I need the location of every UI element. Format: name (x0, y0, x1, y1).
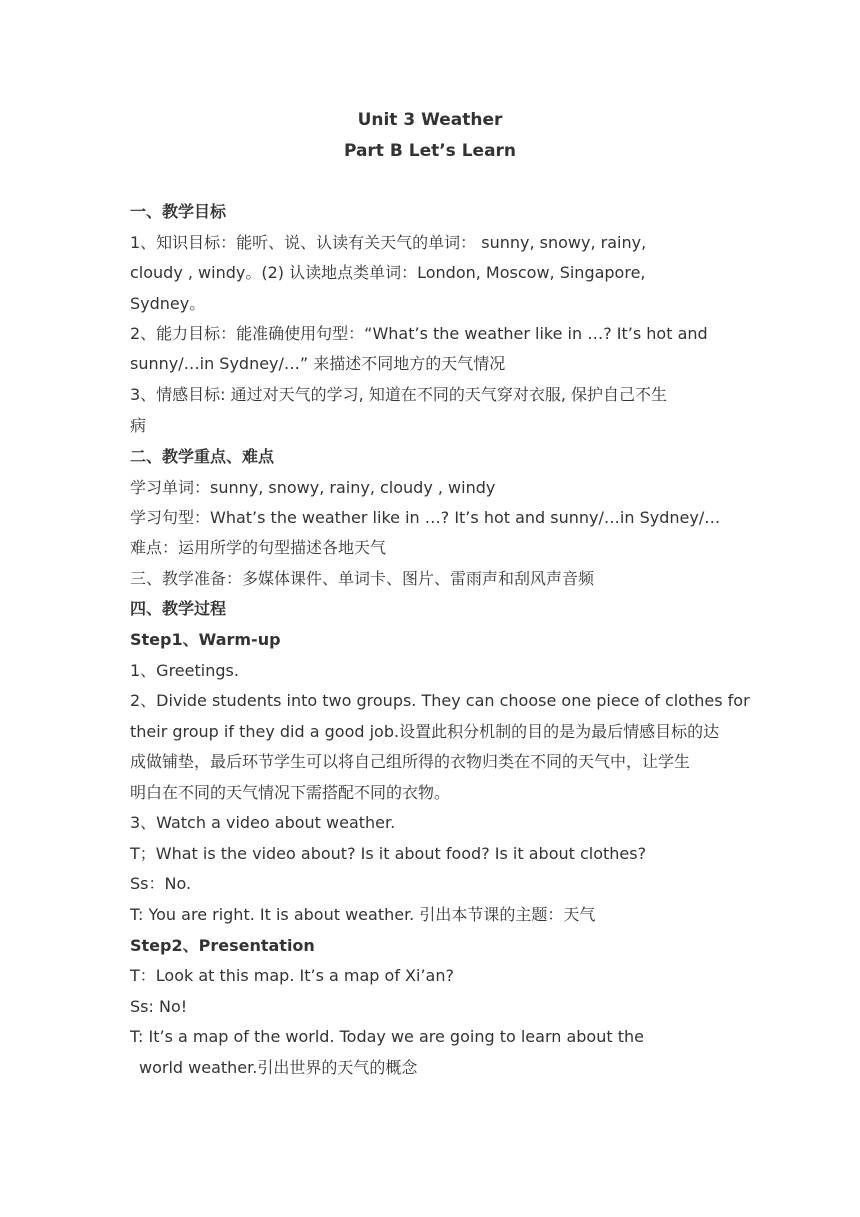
paragraph-line: cloudy , windy。(2) 认读地点类单词：London, Moscow, Singapore, (130, 263, 646, 282)
paragraph-line: T: It’s a map of the world. Today we are going to learn about the (130, 1027, 644, 1046)
paragraph-line: 1、Greetings. (130, 661, 239, 680)
paragraph-line: T: You are right. It is about weather. 引出本节课的主题：天气 (130, 905, 596, 924)
paragraph-line: Ss: No! (130, 997, 188, 1016)
step-heading-warmup: Step1、Warm-up (130, 630, 281, 649)
section-heading-preparation: 三、教学准备：多媒体课件、单词卡、图片、雷雨声和刮风声音频 (130, 569, 595, 588)
paragraph-line: Sydney。 (130, 294, 206, 313)
paragraph-line: 2、能力目标：能准确使用句型：“What’s the weather like in …? It’s hot and (130, 324, 708, 343)
paragraph-line: sunny/…in Sydney/…” 来描述不同地方的天气情况 (130, 354, 506, 373)
paragraph-line: 成做铺垫，最后环节学生可以将自己组所得的衣物归类在不同的天气中，让学生 (130, 752, 691, 771)
paragraph-line: T：Look at this map. It’s a map of Xi’an? (130, 966, 454, 985)
document-title: Unit 3 Weather (357, 110, 503, 130)
paragraph-line: 明白在不同的天气情况下需搭配不同的衣物。 (130, 783, 451, 802)
paragraph-line: 病 (130, 416, 147, 435)
paragraph-line: 难点：运用所学的句型描述各地天气 (130, 538, 387, 557)
paragraph-line: their group if they did a good job.设置此积分机制的目的是为最后情感目标的达 (130, 722, 720, 741)
paragraph-line: 学习句型：What’s the weather like in …? It’s hot and sunny/…in Sydney/… (130, 508, 721, 527)
paragraph-line: 3、Watch a video about weather. (130, 813, 396, 832)
section-heading-procedure: 四、教学过程 (130, 599, 227, 618)
paragraph-line: 3、情感目标: 通过对天气的学习, 知道在不同的天气穿对衣服, 保护自己不生 (130, 385, 668, 404)
document-subtitle: Part B Let’s Learn (343, 141, 517, 161)
paragraph-line: world weather.引出世界的天气的概念 (139, 1058, 418, 1077)
paragraph-line: Ss：No. (130, 874, 192, 893)
paragraph-line: 2、Divide students into two groups. They can choose one piece of clothes for (130, 691, 750, 710)
step-heading-presentation: Step2、Presentation (130, 936, 315, 955)
paragraph-line: 1、知识目标：能听、说、认读有关天气的单词： sunny, snowy, rainy, (130, 233, 647, 252)
section-heading-objectives: 一、教学目标 (130, 202, 227, 221)
paragraph-line: 学习单词：sunny, snowy, rainy, cloudy , windy (130, 478, 496, 497)
paragraph-line: T；What is the video about? Is it about food? Is it about clothes? (130, 844, 647, 863)
section-heading-key-points: 二、教学重点、难点 (130, 447, 275, 466)
